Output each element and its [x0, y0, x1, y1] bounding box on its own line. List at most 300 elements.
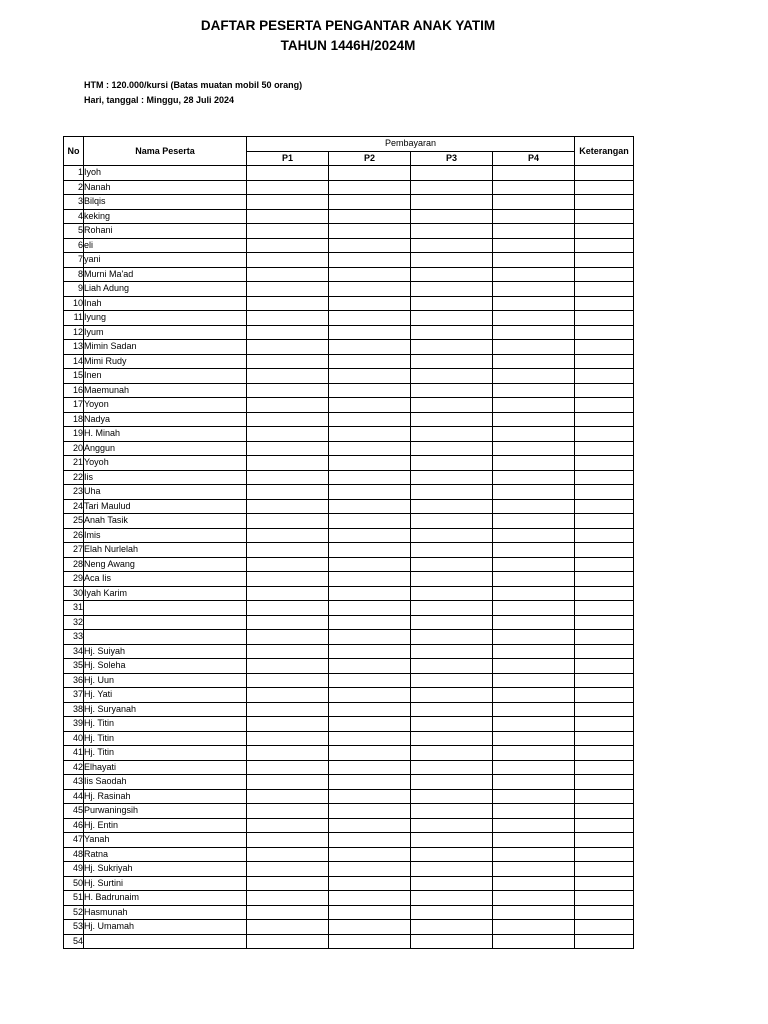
cell-no: 35	[64, 659, 84, 674]
cell-p2	[329, 717, 411, 732]
cell-p4	[493, 862, 575, 877]
cell-keterangan	[575, 862, 634, 877]
cell-p1	[247, 195, 329, 210]
cell-p4	[493, 615, 575, 630]
cell-keterangan	[575, 224, 634, 239]
table-row	[64, 586, 634, 601]
cell-p2	[329, 485, 411, 500]
cell-p1	[247, 470, 329, 485]
cell-no: 47	[64, 833, 84, 848]
cell-p1	[247, 659, 329, 674]
table-row	[64, 731, 634, 746]
cell-keterangan	[575, 847, 634, 862]
cell-p1	[247, 833, 329, 848]
table-row	[64, 412, 634, 427]
cell-p2	[329, 267, 411, 282]
cell-no: 45	[64, 804, 84, 819]
cell-no: 3	[64, 195, 84, 210]
cell-keterangan	[575, 731, 634, 746]
cell-p3	[411, 731, 493, 746]
cell-p4	[493, 383, 575, 398]
cell-p2	[329, 586, 411, 601]
cell-p2	[329, 644, 411, 659]
cell-p2	[329, 775, 411, 790]
cell-p3	[411, 224, 493, 239]
table-row	[64, 775, 634, 790]
cell-no: 51	[64, 891, 84, 906]
cell-p3	[411, 238, 493, 253]
cell-nama	[84, 934, 247, 949]
cell-p4	[493, 818, 575, 833]
table-row	[64, 717, 634, 732]
table-row	[64, 354, 634, 369]
cell-no: 30	[64, 586, 84, 601]
table-body	[64, 166, 634, 949]
header-p4: P4	[493, 151, 575, 166]
table-row	[64, 311, 634, 326]
cell-p4	[493, 920, 575, 935]
cell-p2	[329, 833, 411, 848]
cell-p4	[493, 673, 575, 688]
cell-keterangan	[575, 180, 634, 195]
cell-p4	[493, 412, 575, 427]
cell-p3	[411, 615, 493, 630]
cell-p1	[247, 296, 329, 311]
cell-keterangan	[575, 253, 634, 268]
table-row	[64, 282, 634, 297]
cell-p2	[329, 412, 411, 427]
cell-nama: Hj. Umamah	[84, 920, 247, 935]
cell-p2	[329, 441, 411, 456]
cell-p2	[329, 195, 411, 210]
cell-nama: Maemunah	[84, 383, 247, 398]
cell-no: 24	[64, 499, 84, 514]
cell-keterangan	[575, 485, 634, 500]
cell-nama: Hasmunah	[84, 905, 247, 920]
table-row	[64, 340, 634, 355]
table-row	[64, 760, 634, 775]
document-subtitle: TAHUN 1446H/2024M	[280, 38, 416, 53]
cell-p1	[247, 354, 329, 369]
table-row	[64, 891, 634, 906]
cell-keterangan	[575, 775, 634, 790]
cell-p2	[329, 166, 411, 181]
table-row	[64, 644, 634, 659]
cell-no: 25	[64, 514, 84, 529]
participant-table	[63, 136, 634, 949]
table-row	[64, 818, 634, 833]
cell-p3	[411, 891, 493, 906]
cell-p2	[329, 804, 411, 819]
cell-p4	[493, 760, 575, 775]
document-title: DAFTAR PESERTA PENGANTAR ANAK YATIM	[200, 18, 496, 33]
cell-nama: Inen	[84, 369, 247, 384]
cell-p3	[411, 325, 493, 340]
cell-nama: Hj. Uun	[84, 673, 247, 688]
cell-p2	[329, 499, 411, 514]
cell-nama: Nanah	[84, 180, 247, 195]
cell-keterangan	[575, 557, 634, 572]
cell-p4	[493, 195, 575, 210]
htm-info: HTM : 120.000/kursi (Batas muatan mobil 50 orang)	[84, 80, 303, 90]
cell-p1	[247, 514, 329, 529]
cell-nama	[84, 601, 247, 616]
cell-p2	[329, 543, 411, 558]
cell-p1	[247, 862, 329, 877]
cell-no: 12	[64, 325, 84, 340]
cell-p1	[247, 528, 329, 543]
table-row	[64, 195, 634, 210]
cell-nama	[84, 615, 247, 630]
cell-p1	[247, 905, 329, 920]
cell-p2	[329, 383, 411, 398]
cell-p2	[329, 862, 411, 877]
cell-nama: eli	[84, 238, 247, 253]
cell-p4	[493, 470, 575, 485]
cell-keterangan	[575, 586, 634, 601]
cell-keterangan	[575, 412, 634, 427]
cell-p2	[329, 557, 411, 572]
cell-p3	[411, 833, 493, 848]
cell-nama: Bilqis	[84, 195, 247, 210]
cell-p2	[329, 325, 411, 340]
cell-p1	[247, 253, 329, 268]
cell-p4	[493, 369, 575, 384]
cell-p2	[329, 630, 411, 645]
cell-p4	[493, 282, 575, 297]
header-pembayaran: Pembayaran	[247, 137, 575, 152]
cell-keterangan	[575, 325, 634, 340]
cell-no: 27	[64, 543, 84, 558]
cell-p3	[411, 166, 493, 181]
cell-p4	[493, 514, 575, 529]
table-row	[64, 702, 634, 717]
cell-no: 14	[64, 354, 84, 369]
cell-p1	[247, 702, 329, 717]
cell-p4	[493, 557, 575, 572]
cell-p1	[247, 746, 329, 761]
cell-p4	[493, 485, 575, 500]
table-row	[64, 441, 634, 456]
table-row	[64, 543, 634, 558]
cell-no: 7	[64, 253, 84, 268]
cell-nama: Ratna	[84, 847, 247, 862]
cell-no: 17	[64, 398, 84, 413]
cell-no: 39	[64, 717, 84, 732]
cell-p1	[247, 238, 329, 253]
table-row	[64, 499, 634, 514]
cell-keterangan	[575, 644, 634, 659]
cell-p1	[247, 340, 329, 355]
cell-keterangan	[575, 891, 634, 906]
cell-keterangan	[575, 804, 634, 819]
cell-nama: Iyoh	[84, 166, 247, 181]
cell-no: 13	[64, 340, 84, 355]
cell-nama: Hj. Suryanah	[84, 702, 247, 717]
cell-no: 20	[64, 441, 84, 456]
cell-p3	[411, 383, 493, 398]
cell-no: 54	[64, 934, 84, 949]
cell-nama: Aca Iis	[84, 572, 247, 587]
cell-p2	[329, 209, 411, 224]
cell-nama: Liah Adung	[84, 282, 247, 297]
cell-p3	[411, 775, 493, 790]
cell-p2	[329, 688, 411, 703]
cell-p4	[493, 717, 575, 732]
header-p1: P1	[247, 151, 329, 166]
cell-nama: H. Minah	[84, 427, 247, 442]
cell-p3	[411, 209, 493, 224]
cell-p4	[493, 224, 575, 239]
cell-no: 32	[64, 615, 84, 630]
cell-p1	[247, 412, 329, 427]
cell-p4	[493, 253, 575, 268]
cell-p1	[247, 209, 329, 224]
cell-no: 15	[64, 369, 84, 384]
cell-p4	[493, 543, 575, 558]
cell-p4	[493, 166, 575, 181]
cell-p4	[493, 456, 575, 471]
cell-keterangan	[575, 905, 634, 920]
cell-p1	[247, 760, 329, 775]
cell-keterangan	[575, 920, 634, 935]
table-row	[64, 934, 634, 949]
cell-p3	[411, 340, 493, 355]
cell-nama: Yanah	[84, 833, 247, 848]
table-row	[64, 601, 634, 616]
table-row	[64, 514, 634, 529]
cell-no: 9	[64, 282, 84, 297]
cell-p3	[411, 195, 493, 210]
cell-p3	[411, 441, 493, 456]
cell-p2	[329, 369, 411, 384]
table-row	[64, 470, 634, 485]
cell-p4	[493, 905, 575, 920]
cell-nama: Imis	[84, 528, 247, 543]
cell-no: 18	[64, 412, 84, 427]
cell-nama: keking	[84, 209, 247, 224]
cell-nama: Anah Tasik	[84, 514, 247, 529]
cell-no: 1	[64, 166, 84, 181]
cell-p1	[247, 282, 329, 297]
cell-nama: Tari Maulud	[84, 499, 247, 514]
cell-p4	[493, 659, 575, 674]
cell-p4	[493, 586, 575, 601]
cell-p1	[247, 717, 329, 732]
cell-p3	[411, 630, 493, 645]
cell-nama: Rohani	[84, 224, 247, 239]
cell-p1	[247, 369, 329, 384]
cell-p3	[411, 572, 493, 587]
cell-no: 8	[64, 267, 84, 282]
cell-nama: Murni Ma'ad	[84, 267, 247, 282]
cell-no: 4	[64, 209, 84, 224]
table-row	[64, 180, 634, 195]
cell-p4	[493, 398, 575, 413]
cell-p1	[247, 383, 329, 398]
cell-p4	[493, 238, 575, 253]
cell-p1	[247, 673, 329, 688]
cell-p4	[493, 572, 575, 587]
cell-nama: Hj. Yati	[84, 688, 247, 703]
cell-no: 49	[64, 862, 84, 877]
cell-p3	[411, 470, 493, 485]
cell-p4	[493, 934, 575, 949]
cell-p3	[411, 905, 493, 920]
cell-p3	[411, 920, 493, 935]
cell-p1	[247, 847, 329, 862]
header-nama: Nama Peserta	[84, 137, 247, 166]
cell-p1	[247, 920, 329, 935]
cell-keterangan	[575, 746, 634, 761]
cell-keterangan	[575, 673, 634, 688]
cell-nama: Mimi Rudy	[84, 354, 247, 369]
cell-no: 23	[64, 485, 84, 500]
cell-p1	[247, 325, 329, 340]
cell-p3	[411, 586, 493, 601]
cell-keterangan	[575, 238, 634, 253]
cell-p2	[329, 398, 411, 413]
table-row	[64, 673, 634, 688]
cell-p3	[411, 543, 493, 558]
cell-p4	[493, 354, 575, 369]
table-row	[64, 659, 634, 674]
cell-p1	[247, 499, 329, 514]
cell-nama: Yoyoh	[84, 456, 247, 471]
cell-p2	[329, 818, 411, 833]
cell-keterangan	[575, 934, 634, 949]
cell-p3	[411, 412, 493, 427]
cell-p2	[329, 340, 411, 355]
cell-nama: Mimin Sadan	[84, 340, 247, 355]
cell-keterangan	[575, 528, 634, 543]
cell-p2	[329, 920, 411, 935]
cell-no: 41	[64, 746, 84, 761]
cell-keterangan	[575, 427, 634, 442]
cell-p3	[411, 673, 493, 688]
cell-keterangan	[575, 615, 634, 630]
cell-p4	[493, 644, 575, 659]
cell-p4	[493, 427, 575, 442]
table-row	[64, 238, 634, 253]
cell-p3	[411, 862, 493, 877]
cell-p4	[493, 267, 575, 282]
table-row	[64, 427, 634, 442]
cell-p4	[493, 340, 575, 355]
cell-p4	[493, 731, 575, 746]
cell-keterangan	[575, 340, 634, 355]
cell-p3	[411, 180, 493, 195]
cell-p3	[411, 644, 493, 659]
cell-keterangan	[575, 267, 634, 282]
cell-p3	[411, 311, 493, 326]
cell-p2	[329, 354, 411, 369]
cell-p2	[329, 789, 411, 804]
cell-nama: Anggun	[84, 441, 247, 456]
cell-p1	[247, 615, 329, 630]
cell-nama: Inah	[84, 296, 247, 311]
cell-p3	[411, 267, 493, 282]
cell-no: 10	[64, 296, 84, 311]
cell-p3	[411, 876, 493, 891]
cell-p3	[411, 688, 493, 703]
cell-p1	[247, 180, 329, 195]
cell-keterangan	[575, 630, 634, 645]
cell-p4	[493, 702, 575, 717]
table-row	[64, 209, 634, 224]
cell-nama: Hj. Sukriyah	[84, 862, 247, 877]
table-row	[64, 847, 634, 862]
table-row	[64, 383, 634, 398]
cell-p2	[329, 528, 411, 543]
table-row	[64, 485, 634, 500]
cell-no: 46	[64, 818, 84, 833]
cell-keterangan	[575, 818, 634, 833]
cell-p2	[329, 659, 411, 674]
cell-no: 50	[64, 876, 84, 891]
header-keterangan: Keterangan	[575, 137, 634, 166]
header-no: No	[64, 137, 84, 166]
table-row	[64, 572, 634, 587]
cell-p2	[329, 615, 411, 630]
cell-p1	[247, 441, 329, 456]
cell-p3	[411, 789, 493, 804]
cell-p2	[329, 427, 411, 442]
cell-p4	[493, 630, 575, 645]
cell-p1	[247, 543, 329, 558]
cell-keterangan	[575, 441, 634, 456]
table-row	[64, 528, 634, 543]
cell-nama: Hj. Titin	[84, 746, 247, 761]
cell-p3	[411, 804, 493, 819]
cell-p2	[329, 514, 411, 529]
cell-p2	[329, 253, 411, 268]
cell-p1	[247, 572, 329, 587]
table-row	[64, 789, 634, 804]
cell-keterangan	[575, 209, 634, 224]
cell-p4	[493, 688, 575, 703]
cell-p4	[493, 804, 575, 819]
cell-p3	[411, 253, 493, 268]
cell-no: 48	[64, 847, 84, 862]
cell-no: 38	[64, 702, 84, 717]
cell-p2	[329, 296, 411, 311]
cell-p3	[411, 485, 493, 500]
table-row	[64, 369, 634, 384]
cell-keterangan	[575, 760, 634, 775]
cell-no: 29	[64, 572, 84, 587]
table-row	[64, 224, 634, 239]
cell-p1	[247, 775, 329, 790]
cell-p3	[411, 557, 493, 572]
cell-p2	[329, 891, 411, 906]
table-row	[64, 325, 634, 340]
cell-keterangan	[575, 456, 634, 471]
table-row	[64, 456, 634, 471]
table-row	[64, 746, 634, 761]
cell-p2	[329, 238, 411, 253]
cell-keterangan	[575, 688, 634, 703]
cell-p1	[247, 311, 329, 326]
cell-nama: Yoyon	[84, 398, 247, 413]
cell-p1	[247, 224, 329, 239]
cell-p1	[247, 427, 329, 442]
cell-p3	[411, 746, 493, 761]
cell-keterangan	[575, 383, 634, 398]
cell-p1	[247, 731, 329, 746]
cell-p2	[329, 702, 411, 717]
cell-nama: yani	[84, 253, 247, 268]
